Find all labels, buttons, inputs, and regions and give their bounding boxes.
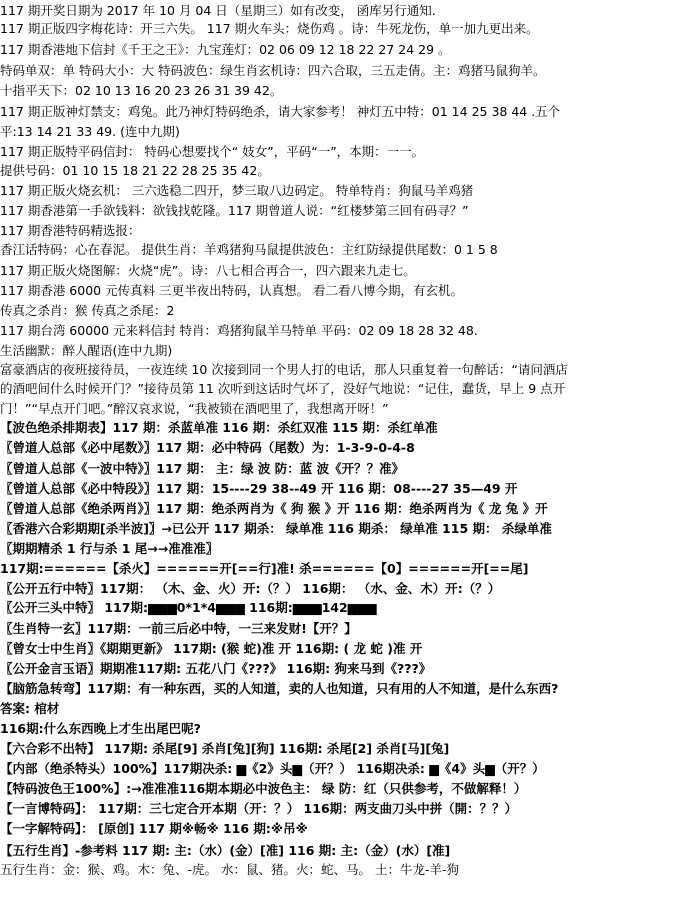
text-line: 117 期台湾 60000 元来料信封 特肖：鸡猪狗鼠羊马特单 平码：02 09 18 28 32 48. (0, 323, 478, 338)
text-line: 117 期正版神灯禁支：鸡兔。此乃神灯特码绝杀，请大家参考！ 神灯五中特：01 14 25 38 44 .五个 (0, 104, 561, 119)
text-line: 117 期香港特码精选报： (0, 223, 141, 238)
text-line: 【波色绝杀排期表】117 期：杀蓝单准 116 期：杀红双准 115 期：杀红单准 (0, 420, 438, 435)
text-line: 〖香港六合彩期期[杀半波]〗→已公开 117 期杀： 绿单准 116 期杀： 绿单准 115 期： 杀绿单准 (0, 521, 552, 536)
text-line: 〖生肖特一玄〗117期：一前三后必中特，一三来发财!【开？】 (0, 621, 357, 636)
text-line: 的酒吧间什么时候开门？”接待员第 11 次听到这话时气坏了，没好气地说：“记住，蠢货，早上 9 点开 (0, 381, 566, 396)
text-line: 〖曾道人总部《一波中特》〗117 期： 主：绿 波 防：蓝 波《开？？准》 (0, 461, 405, 476)
text-line: 117 期正版四字梅花诗：开三六失。 117 期火车头：烧伤鸡 。诗：牛死龙伤，单一加九更出来。 (0, 21, 539, 36)
text-line: 117 期香港地下信封《千王之王》：九宝莲灯：02 06 09 12 18 22 27 24 29 。 (0, 42, 451, 57)
text-line: 门！”“早点开门吧。”醉汉哀求说，“我被锁在酒吧里了，我想离开呀！” (0, 401, 389, 416)
text-line: 传真之杀肖：猴 传真之杀尾：2 (0, 303, 175, 318)
text-line: 富豪酒店的夜班接待员，一夜连续 10 次接到同一个男人打的电话，那人只重复着一句醉话：“请问酒店 (0, 362, 568, 377)
text-line: 〖曾道人总部《必中尾数》〗117 期：必中特码（尾数）为：1-3-9-0-4-8 (0, 440, 415, 455)
text-line: 〖曾女士中生肖〗《期期更新》 117期: (猴 蛇)准 开 116期: ( 龙 蛇 )准 开 (0, 641, 423, 656)
text-line: 特码单双：单 特码大小：大 特码波色：绿生肖玄机诗：四六合取，三五走倩。主：鸡猪马鼠狗羊。 (0, 63, 546, 78)
text-line: 〖曾道人总部《绝杀两肖》〗117 期：绝杀两肖为《 狗 猴 》开 116 期：绝杀两肖为《 龙 兔 》开 (0, 501, 548, 516)
text-line: 五行生肖：金：猴、鸡。木：兔、-虎。 水：鼠、猪。火：蛇、马。 土：牛龙-羊-狗 (0, 862, 459, 877)
text-line: 平:13 14 21 33 49. (连中九期) (0, 124, 180, 139)
text-line: 十指平天下：02 10 13 16 20 23 26 31 39 42。 (0, 83, 283, 98)
text-line: 〖期期精杀 1 行与杀 1 尾→→准准准〗 (0, 541, 219, 556)
text-line: 117期:======【杀火】======开[==行]准! 杀======【0】======开[==尾] (0, 561, 529, 576)
text-line: 提供号码：01 10 15 18 21 22 28 25 35 42。 (0, 163, 270, 178)
text-line: 【内部（绝杀特头）100%】117期决杀: ▆《2》头▆（开？） 116期决杀: ▆《4》头▆（开？） (0, 761, 545, 776)
text-line: 〖曾道人总部《必中特段》〗117 期：15----29 38--49 开 116 期：08----27 35—49 开 (0, 481, 518, 496)
text-line: 【一字解特码】： [原创] 117 期※畅※ 116 期:※吊※ (0, 821, 308, 836)
text-line: 117 期正版火烧玄机： 三六选稳二四开，梦三取八边码定。 特单特肖：狗鼠马羊鸡猪 (0, 183, 474, 198)
text-line: 117 期正版特平码信封： 特码心想要找个“ 妓女”，平码“一”，本期：一一。 (0, 144, 425, 159)
text-line: 116期:什么东西晚上才生出尾巴呢? (0, 721, 201, 736)
text-line: 【特码波色王100%】:→准准准116期本期必中波色主： 绿 防：红（只供参考，不做解释！） (0, 781, 527, 796)
text-line: 香江话特码：心在春泥。 提供生肖：羊鸡猪狗马鼠提供波色：主红防绿提供尾数：0 1 5 8 (0, 242, 498, 257)
text-line: 生活幽默：醉人醒语(连中九期) (0, 343, 173, 358)
text-line: 117 期正版火烧图解：火烧“虎”。诗：八七相合再合一，四六跟来九走七。 (0, 263, 416, 278)
text-line: 〖公开五行中特〗117期： （木、金、火）开:（？） 116期： （水、金、木）开:（？） (0, 581, 501, 596)
text-line: 〖公开三头中特〗 117期:▆▆▆0*1*4▆▆▆ 116期:▆▆▆142▆▆▆ (0, 600, 377, 615)
text-line: 【六合彩不出特】 117期: 杀尾[9] 杀肖[兔][狗] 116期: 杀尾[2] 杀肖[马][兔] (0, 741, 450, 756)
text-line: 117 期开奖日期为 2017 年 10 月 04 日（星期三）如有改变， 函库另行通知. (0, 3, 436, 18)
text-line: 【五行生肖】-参考料 117 期: 主:（水）(金）[准] 116 期: 主:（金）(水）[准] (0, 843, 451, 858)
text-line: 〖公开金言玉语〗期期准117期: 五花八门《???》 116期: 狗来马到《???》 (0, 661, 432, 676)
text-line: 【一言博特码】： 117期：三七定合开本期（开：？） 116期：两支曲刀头中拼（開：？？） (0, 801, 518, 816)
text-line: 117 期香港 6000 元传真料 三更半夜出特码，认真想。 看二看八博今期，有玄机。 (0, 283, 464, 298)
text-line: 117 期香港第一手欲钱料：欲钱找乾隆。117 期曾道人说：“红楼梦第三回有码寻？” (0, 203, 469, 218)
text-line: 【脑筋急转弯】117期：有一种东西，买的人知道，卖的人也知道，只有用的人不知道，是什么东西? (0, 681, 559, 696)
text-line: 答案: 棺材 (0, 701, 60, 716)
